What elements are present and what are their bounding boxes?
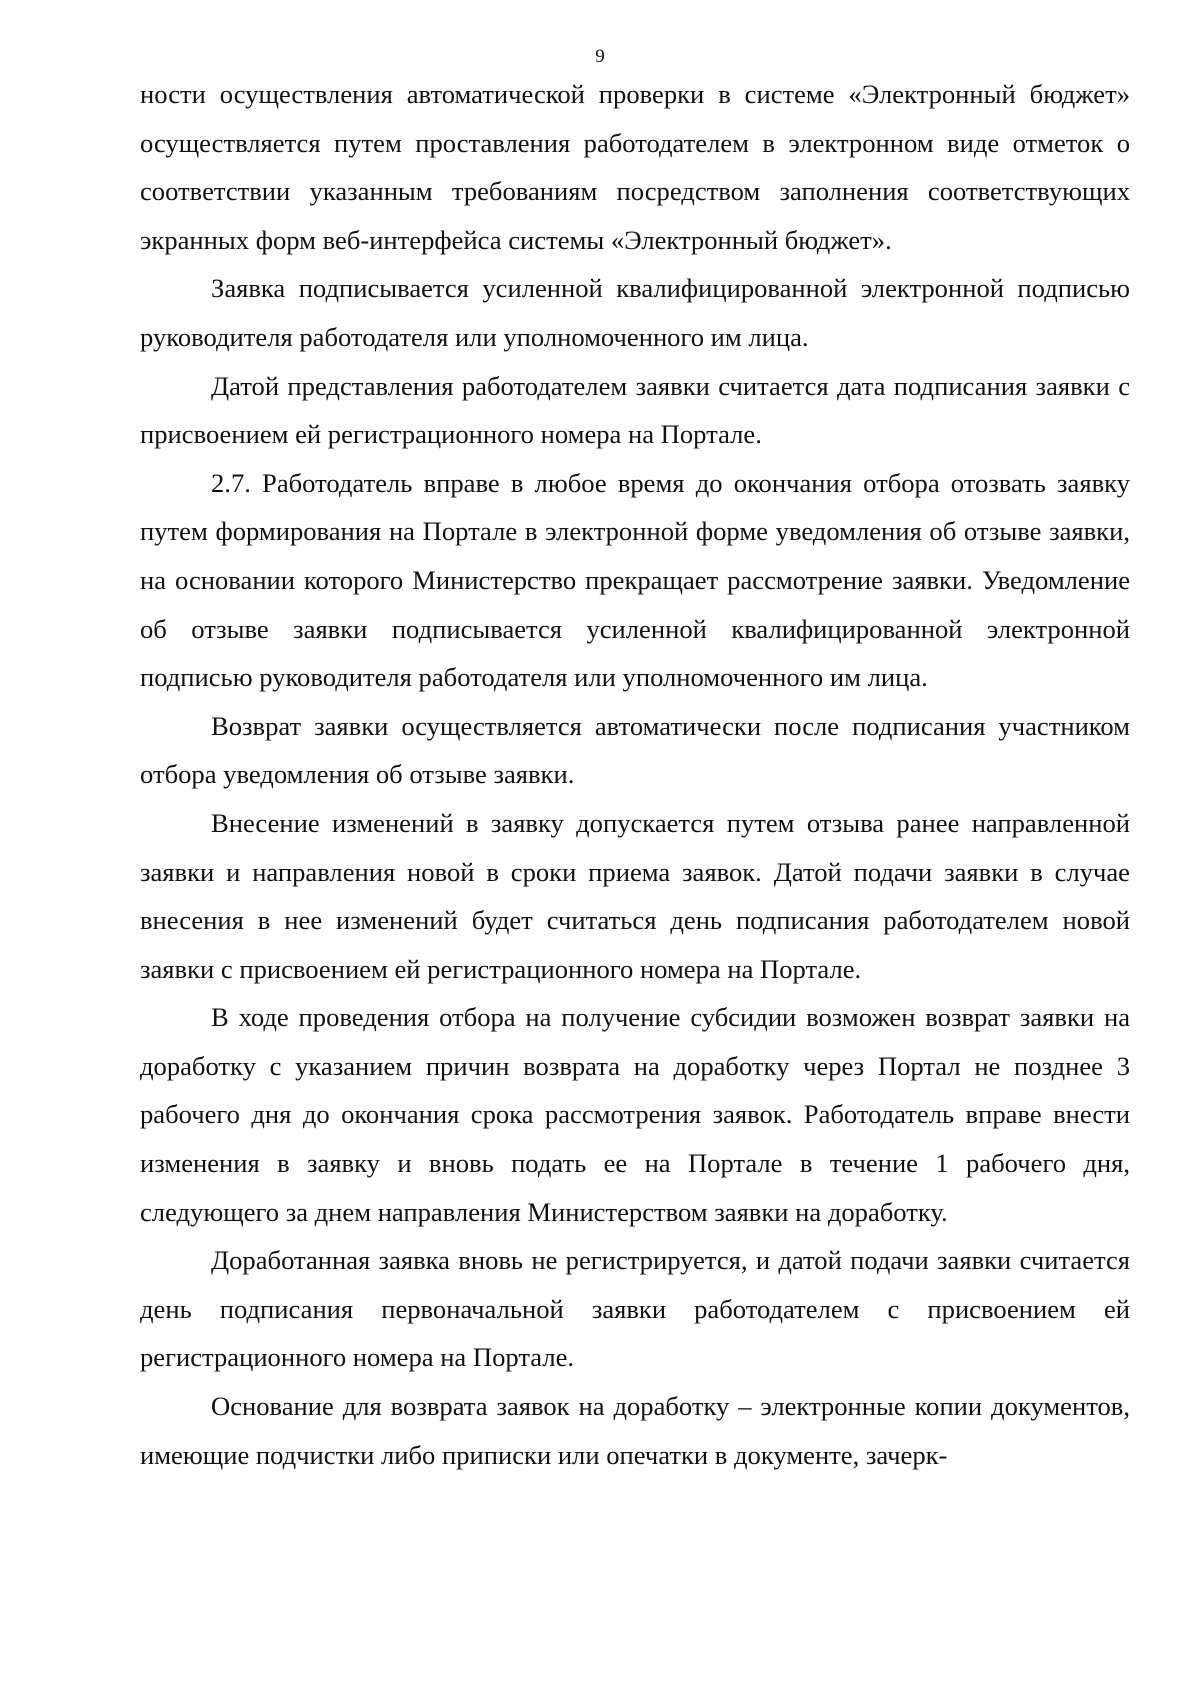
paragraph: Заявка подписывается усиленной квалифицированной электронной подписью руководителя работодателя или уполномоченного им лица. <box>140 273 1130 352</box>
paragraph: Внесение изменений в заявку допускается путем отзыва ранее направленной заявки и направления новой в сроки приема заявок. Датой подачи заявки в случае внесения в нее изменений будет считаться день подписания работодателем новой заявки с присвоением ей регистрационного номера на Портале. <box>140 807 1130 984</box>
page-number: 9 <box>595 46 605 67</box>
paragraph: В ходе проведения отбора на получение субсидии возможен возврат заявки на доработку с указанием причин возврата на доработку через Портал не позднее 3 рабочего дня до окончания срока рассмотрения заявок. Работодатель вправе внести изменения в заявку и вновь подать ее на Портале в течение 1 рабочего дня, следующего за днем направления Министерством заявки на доработку. <box>140 1002 1130 1227</box>
paragraph: Доработанная заявка вновь не регистрируется, и датой подачи заявки считается день подписания первоначальной заявки работодателем с присвоением ей регистрационного номера на Портале. <box>140 1245 1130 1373</box>
paragraph: Основание для возврата заявок на доработку – электронные копии документов, имеющие подчистки либо приписки или опечатки в документе, зачерк- <box>140 1391 1130 1470</box>
document-body <box>140 70 1130 1479</box>
paragraph-clause-2-7: 2.7. Работодатель вправе в любое время до окончания отбора отозвать заявку путем формирования на Портале в электронной форме уведомления об отзыве заявки, на основании которого Министерство прекращает рассмотрение заявки. Уведомление об отзыве заявки подписывается усиленной квалифицированной электронной подписью руководителя работодателя или уполномоченного им лица. <box>140 467 1130 693</box>
paragraph: Датой представления работодателем заявки считается дата подписания заявки с присвоением ей регистрационного номера на Портале. <box>140 370 1130 450</box>
paragraph-continuation: ности осуществления автоматической проверки в системе «Электронный бюджет» осуществляется путем проставления работодателем в электронном виде отметок о соответствии указанным требованиям посредством заполнения соответствующих экранных форм веб-интерфейса системы «Электронный бюджет». <box>140 79 1130 255</box>
paragraph: Возврат заявки осуществляется автоматически после подписания участником отбора уведомления об отзыве заявки. <box>140 710 1130 790</box>
